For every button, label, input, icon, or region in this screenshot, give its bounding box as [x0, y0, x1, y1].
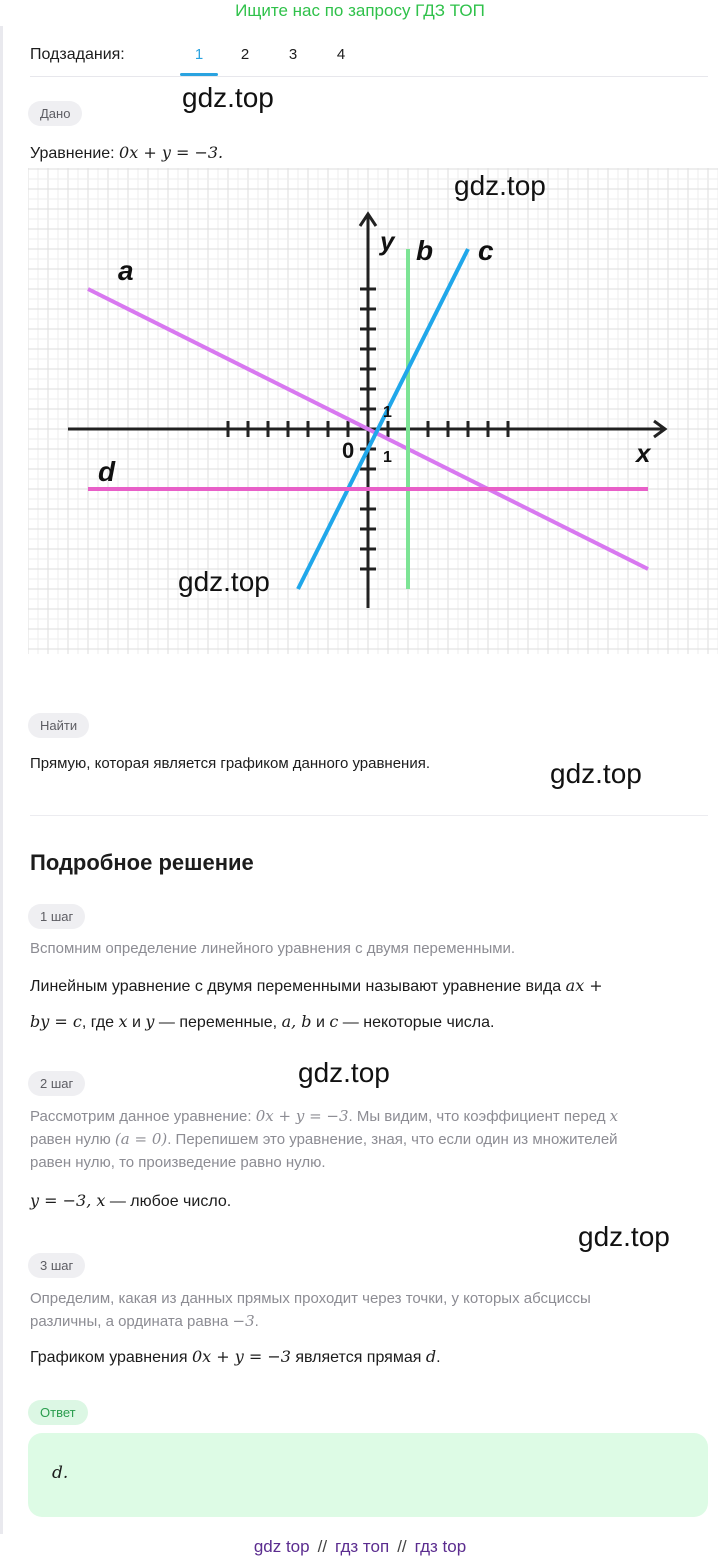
- step-3-text: .: [436, 1349, 441, 1366]
- watermark: gdz.top: [550, 758, 642, 789]
- search-banner: Ищите нас по запросу ГДЗ ТОП: [235, 1, 485, 20]
- given-equation: 0x + y = −3.: [119, 143, 224, 162]
- step-2-hint-math: x: [609, 1107, 619, 1125]
- step-2-hint: [30, 1105, 618, 1174]
- subtasks-label: Подзадания:: [30, 46, 125, 63]
- step-1-chip: 1 шаг: [28, 904, 85, 929]
- coordinate-graph: [28, 168, 718, 654]
- footer-separator: //: [397, 1537, 407, 1556]
- x-axis-label: x: [636, 438, 651, 468]
- answer-value: d.: [52, 1463, 69, 1483]
- x-unit-label: 1: [383, 449, 392, 466]
- find-chip: Найти: [28, 713, 89, 738]
- subtask-tabs: [30, 44, 708, 77]
- step-2-hint-text: равен нулю: [30, 1131, 111, 1148]
- answer-chip: Ответ: [28, 1400, 88, 1425]
- answer-box: [28, 1433, 708, 1517]
- tab-subtask-1[interactable]: 1: [194, 46, 204, 63]
- step-1-body-line2: [30, 1009, 494, 1036]
- origin-label: 0: [342, 438, 355, 463]
- grid: [28, 168, 718, 654]
- step-3-math: 0x + y = −3: [191, 1347, 291, 1366]
- step-1-hint: Вспомним определение линейного уравнения с двумя переменными.: [30, 940, 516, 957]
- step-2-chip: 2 шаг: [28, 1071, 85, 1096]
- given-chip: Дано: [28, 101, 82, 126]
- find-text: Прямую, которая является графиком данного уравнения.: [30, 755, 431, 772]
- step-1-text: — переменные,: [158, 1014, 278, 1031]
- step-1-text: и: [132, 1014, 141, 1031]
- step-3-hint-text: .: [254, 1313, 259, 1330]
- step-2-hint-math: 0x + y = −3: [255, 1107, 349, 1125]
- step-1-math: by = c: [30, 1012, 82, 1031]
- left-border: [0, 26, 3, 1534]
- given-label: Уравнение:: [30, 145, 115, 162]
- footer-separator: //: [317, 1537, 328, 1556]
- step-2-hint-text: . Мы видим, что коэффициент перед: [348, 1108, 606, 1125]
- step-2-hint-math: (a = 0): [114, 1130, 168, 1148]
- step-1-math: a, b: [281, 1012, 312, 1031]
- step-1-body-line1: [30, 973, 603, 1000]
- step-2-math: y = −3, x: [30, 1191, 106, 1210]
- y-unit-label: 1: [383, 404, 392, 421]
- y-axis-label: y: [380, 226, 395, 256]
- step-3-hint-text: Определим, какая из данных прямых проходит через точки, у которых абсциссы: [30, 1290, 591, 1307]
- step-1-text: — некоторые числа.: [342, 1014, 495, 1031]
- watermark: gdz.top: [178, 566, 270, 597]
- step-3-hint-math: −3: [232, 1312, 255, 1330]
- line-label-b: b: [416, 235, 434, 266]
- step-1-text: и: [315, 1014, 325, 1031]
- watermark: gdz.top: [454, 170, 546, 201]
- active-tab-indicator: [180, 73, 218, 76]
- step-3-text: является прямая: [295, 1349, 422, 1366]
- watermark: gdz.top: [578, 1221, 670, 1252]
- tab-subtask-3[interactable]: 3: [288, 46, 298, 63]
- line-label-c: c: [478, 235, 494, 266]
- step-3-math: d: [425, 1347, 437, 1366]
- step-3-text: Графиком уравнения: [30, 1349, 188, 1366]
- watermark: gdz.top: [298, 1057, 390, 1088]
- step-3-hint: [30, 1287, 591, 1333]
- step-1-math: x: [118, 1012, 128, 1031]
- step-2-text: — любое число.: [109, 1193, 232, 1210]
- footer-link[interactable]: gdz top: [253, 1537, 310, 1556]
- step-2-body: [30, 1191, 231, 1211]
- step-2-hint-text: Рассмотрим данное уравнение:: [30, 1108, 252, 1125]
- step-1-math: c: [329, 1012, 339, 1031]
- step-1-text: , где: [81, 1014, 115, 1031]
- given-equation-line: [30, 143, 223, 163]
- step-2-hint-text: равен нулю, то произведение равно нулю.: [30, 1154, 326, 1171]
- step-3-body: [30, 1347, 441, 1367]
- divider: [30, 815, 708, 816]
- footer-link[interactable]: гдз топ: [335, 1537, 390, 1556]
- watermark: gdz.top: [182, 82, 274, 113]
- line-label-d: d: [98, 456, 116, 487]
- solution-title: Подробное решение: [30, 850, 254, 875]
- step-1-math: y: [145, 1012, 155, 1031]
- step-1-math: ax +: [565, 976, 603, 995]
- step-3-chip: 3 шаг: [28, 1253, 85, 1278]
- footer-link[interactable]: гдз top: [414, 1537, 467, 1556]
- step-2-hint-text: . Перепишем это уравнение, зная, что если один из множителей: [167, 1131, 618, 1148]
- tab-subtask-4[interactable]: 4: [336, 46, 346, 63]
- line-label-a: a: [118, 255, 134, 286]
- footer-links: [0, 1537, 720, 1557]
- step-1-text: Линейным уравнение с двумя переменными называют уравнение вида: [30, 978, 562, 995]
- tab-subtask-2[interactable]: 2: [240, 46, 250, 63]
- step-3-hint-text: различны, а ордината равна: [30, 1313, 229, 1330]
